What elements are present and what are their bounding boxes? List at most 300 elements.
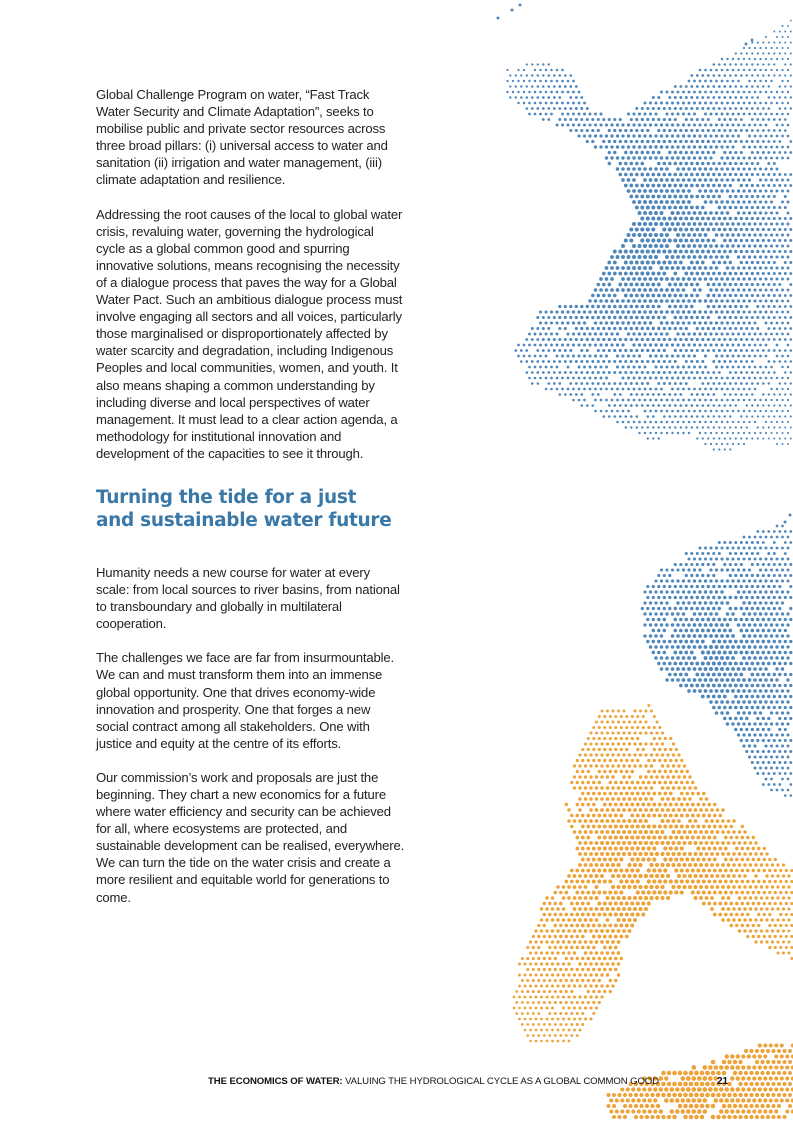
map-dot (675, 770, 678, 773)
map-dot (600, 852, 604, 856)
map-dot (704, 388, 707, 391)
map-dot (605, 354, 608, 357)
map-dot (592, 979, 595, 982)
map-dot (760, 1082, 764, 1086)
map-dot (787, 234, 790, 237)
map-dot (556, 388, 559, 391)
map-dot (779, 107, 782, 110)
map-dot (609, 781, 613, 785)
map-dot (652, 585, 655, 588)
map-dot (565, 803, 568, 806)
map-dot (654, 299, 658, 303)
map-dot (707, 902, 711, 906)
map-dot (740, 74, 743, 77)
map-dot (627, 885, 631, 889)
map-dot (584, 907, 588, 911)
map-dot (619, 338, 622, 341)
map-dot (606, 775, 609, 778)
map-dot (743, 907, 746, 910)
map-dot (644, 852, 648, 856)
map-dot (740, 618, 744, 622)
map-dot (766, 1071, 770, 1075)
map-dot (679, 85, 682, 88)
map-dot (781, 190, 784, 193)
map-dot (738, 907, 742, 911)
map-dot (693, 601, 696, 604)
map-dot (665, 134, 668, 137)
map-dot (696, 563, 699, 566)
map-dot (534, 113, 537, 116)
map-dot (517, 91, 519, 93)
map-dot (567, 951, 570, 954)
map-dot (662, 238, 666, 242)
map-dot (628, 786, 632, 790)
map-dot (710, 830, 714, 834)
map-dot (575, 371, 578, 374)
map-dot (542, 118, 545, 121)
map-dot (778, 184, 781, 187)
map-dot (787, 558, 790, 561)
map-dot (644, 808, 648, 812)
map-dot (638, 388, 641, 391)
map-dot (676, 266, 680, 270)
map-dot (740, 217, 743, 220)
map-dot (602, 140, 605, 143)
map-dot (702, 858, 706, 862)
map-dot (748, 266, 751, 269)
map-dot (608, 305, 612, 309)
map-dot (630, 382, 633, 385)
map-dot (748, 700, 752, 704)
map-dot (603, 968, 606, 971)
map-dot (545, 907, 548, 910)
map-dot (718, 206, 722, 210)
map-dot (682, 222, 686, 226)
map-dot (580, 96, 583, 99)
map-dot (663, 574, 666, 577)
map-dot (767, 360, 770, 363)
map-dot (693, 557, 696, 560)
map-dot (677, 808, 681, 812)
map-dot (699, 841, 703, 845)
map-dot (790, 426, 792, 428)
map-dot (764, 634, 767, 637)
map-dot (591, 327, 594, 330)
map-dot (762, 338, 765, 341)
map-dot (599, 277, 603, 281)
map-dot (619, 924, 623, 928)
map-dot (768, 74, 770, 76)
map-dot (676, 343, 679, 346)
map-dot (768, 63, 770, 65)
map-dot (728, 673, 732, 677)
map-dot (698, 211, 702, 215)
map-dot (754, 907, 757, 910)
map-dot (701, 662, 705, 666)
map-dot (779, 869, 782, 872)
map-dot (525, 107, 528, 110)
map-dot (770, 711, 773, 714)
map-dot (771, 1060, 775, 1064)
map-dot (652, 437, 654, 439)
map-dot (770, 266, 773, 269)
map-dot (614, 748, 617, 751)
map-dot (787, 146, 790, 149)
map-dot (695, 673, 699, 677)
map-dot (518, 1018, 521, 1021)
map-dot (649, 343, 652, 346)
map-dot (586, 814, 590, 818)
map-dot (770, 244, 773, 247)
map-dot (685, 857, 689, 861)
map-dot (608, 946, 612, 950)
map-dot (743, 333, 746, 336)
map-dot (592, 814, 596, 818)
map-dot (763, 902, 766, 905)
map-dot (674, 404, 677, 407)
map-dot (773, 173, 776, 176)
map-dot (696, 283, 700, 287)
map-dot (762, 283, 765, 286)
map-dot (558, 327, 561, 330)
map-dot (630, 825, 634, 829)
map-dot (540, 929, 543, 932)
map-dot (619, 360, 622, 363)
map-dot (770, 222, 773, 225)
map-dot (729, 858, 733, 862)
map-dot (676, 579, 679, 582)
map-dot (647, 770, 650, 773)
map-dot (674, 85, 677, 88)
map-dot (584, 984, 587, 987)
map-dot (635, 162, 639, 166)
map-dot (622, 797, 626, 801)
map-dot (728, 684, 732, 688)
map-dot (775, 656, 778, 659)
map-dot (684, 651, 688, 655)
map-dot (685, 360, 688, 363)
map-dot (760, 1071, 764, 1075)
map-dot (787, 885, 790, 888)
map-dot (682, 377, 685, 380)
map-dot (665, 354, 668, 357)
map-dot (693, 421, 695, 423)
map-dot (695, 217, 699, 221)
map-dot (765, 410, 767, 412)
map-dot (701, 272, 705, 276)
map-dot (526, 85, 528, 87)
map-dot (637, 255, 641, 259)
map-dot (665, 156, 668, 159)
map-dot (701, 118, 704, 121)
map-dot (573, 819, 577, 823)
map-dot (642, 715, 645, 718)
map-dot (759, 755, 762, 758)
map-dot (749, 841, 752, 844)
map-dot (608, 140, 611, 143)
map-dot (606, 940, 610, 944)
map-dot (566, 310, 569, 313)
map-dot (546, 1018, 549, 1021)
map-dot (765, 157, 768, 160)
map-dot (747, 1087, 751, 1091)
map-dot (554, 1001, 557, 1004)
map-dot (748, 421, 750, 423)
map-dot (641, 912, 645, 916)
map-dot (773, 437, 775, 439)
map-dot (695, 239, 699, 243)
map-dot (646, 238, 650, 242)
map-dot (751, 228, 754, 231)
map-dot (534, 333, 537, 336)
map-dot (787, 907, 790, 910)
map-dot (709, 321, 712, 324)
map-dot (770, 579, 773, 582)
map-dot (637, 244, 641, 248)
map-dot (633, 764, 636, 767)
map-dot (645, 710, 648, 713)
map-dot (749, 1082, 753, 1086)
map-dot (588, 123, 591, 126)
map-dot (713, 858, 717, 862)
map-dot (721, 377, 724, 380)
map-dot (606, 973, 609, 976)
map-dot (609, 715, 612, 718)
map-dot (765, 355, 768, 358)
map-dot (746, 85, 749, 88)
map-dot (781, 590, 784, 593)
map-dot (786, 722, 789, 725)
map-dot (767, 305, 770, 308)
map-dot (526, 946, 529, 949)
map-dot (773, 618, 776, 621)
map-dot (782, 918, 785, 921)
map-dot (718, 195, 721, 198)
map-dot (581, 924, 585, 928)
map-dot (663, 338, 666, 341)
map-dot (663, 846, 667, 850)
map-dot (548, 1001, 551, 1004)
map-dot (606, 808, 610, 812)
map-dot (716, 808, 720, 812)
map-dot (789, 706, 792, 709)
map-dot (762, 717, 765, 720)
map-dot (654, 332, 657, 335)
map-dot (720, 667, 724, 671)
map-dot (734, 728, 737, 731)
map-dot (735, 902, 739, 906)
map-dot (742, 200, 745, 203)
map-dot (723, 651, 727, 655)
map-dot (770, 58, 772, 60)
map-dot (734, 228, 737, 231)
map-dot (753, 277, 756, 280)
map-dot (781, 399, 783, 401)
map-dot (690, 371, 693, 374)
map-dot (676, 189, 680, 193)
map-dot (676, 310, 679, 313)
map-dot (575, 96, 578, 99)
map-dot (665, 623, 668, 626)
map-dot (769, 1087, 773, 1091)
map-dot (704, 432, 706, 434)
map-dot (774, 1087, 778, 1091)
map-dot (732, 58, 734, 60)
map-dot (658, 792, 662, 796)
map-dot (569, 382, 572, 385)
map-dot (770, 333, 773, 336)
map-dot (664, 1098, 668, 1102)
map-dot (616, 388, 619, 391)
map-dot (762, 272, 765, 275)
map-dot (762, 316, 765, 319)
map-dot (706, 673, 710, 677)
map-dot (662, 227, 666, 231)
map-dot (564, 305, 567, 308)
map-dot (682, 299, 686, 303)
map-dot (787, 767, 790, 770)
map-dot (649, 885, 653, 889)
map-dot (506, 69, 508, 71)
map-dot (638, 299, 642, 303)
map-dot (776, 58, 778, 60)
map-dot (528, 91, 531, 94)
map-dot (675, 759, 678, 762)
map-dot (729, 574, 732, 577)
map-dot (751, 728, 754, 731)
map-dot (743, 399, 746, 402)
orange-dotted-continents (513, 704, 793, 1119)
map-dot (683, 1093, 688, 1098)
map-dot (716, 819, 720, 823)
map-dot (715, 678, 719, 682)
map-dot (699, 410, 702, 413)
map-dot (679, 305, 683, 309)
map-dot (697, 1087, 702, 1092)
map-dot (676, 321, 679, 324)
map-dot (741, 1076, 745, 1080)
map-dot (721, 841, 725, 845)
map-dot (535, 996, 538, 999)
map-dot (759, 601, 762, 604)
map-dot (676, 134, 679, 137)
map-dot (625, 924, 629, 928)
map-dot (687, 167, 690, 170)
map-dot (529, 1007, 532, 1010)
map-dot (649, 634, 652, 637)
map-dot (671, 310, 674, 313)
map-dot (655, 775, 659, 779)
map-dot (680, 846, 684, 850)
map-dot (778, 640, 781, 643)
map-dot (589, 819, 593, 823)
map-dot (696, 140, 699, 143)
map-dot (635, 129, 638, 132)
map-dot (775, 700, 778, 703)
map-dot (586, 338, 589, 341)
map-dot (529, 974, 532, 977)
map-dot (748, 557, 751, 560)
map-dot (666, 896, 670, 900)
map-dot (663, 618, 666, 621)
map-dot (674, 596, 677, 599)
map-dot (652, 857, 656, 861)
map-dot (781, 322, 784, 325)
map-dot (658, 825, 662, 829)
map-dot (789, 673, 792, 676)
map-dot (776, 388, 778, 390)
map-dot (671, 656, 675, 660)
map-dot (629, 195, 633, 199)
map-dot (558, 371, 561, 374)
map-dot (543, 957, 546, 960)
map-dot (707, 814, 711, 818)
map-dot (775, 744, 778, 747)
map-dot (727, 874, 731, 878)
map-dot (695, 662, 699, 666)
map-dot (701, 673, 705, 677)
map-dot (603, 858, 607, 862)
map-dot (643, 612, 646, 615)
map-dot (652, 349, 655, 352)
map-dot (545, 102, 548, 105)
map-dot (693, 321, 696, 324)
map-dot (668, 261, 672, 265)
map-dot (751, 316, 754, 319)
map-dot (741, 1065, 745, 1069)
map-dot (691, 426, 693, 428)
map-dot (778, 651, 781, 654)
map-dot (641, 140, 644, 143)
map-dot (632, 299, 636, 303)
map-dot (705, 852, 709, 856)
map-dot (740, 717, 743, 720)
map-dot (699, 102, 702, 105)
map-dot (726, 80, 729, 83)
map-dot (748, 58, 750, 60)
map-dot (712, 239, 716, 243)
map-dot (716, 1071, 721, 1076)
map-dot (696, 574, 699, 577)
map-dot (644, 102, 647, 105)
map-dot (657, 261, 661, 265)
map-dot (712, 173, 715, 176)
map-dot (646, 607, 649, 610)
map-dot (709, 645, 713, 649)
map-dot (764, 568, 767, 571)
map-dot (597, 360, 600, 363)
map-dot (591, 294, 594, 297)
map-dot (778, 338, 781, 341)
map-dot (734, 151, 737, 154)
map-dot (605, 410, 608, 413)
map-dot (704, 244, 708, 248)
map-dot (724, 74, 727, 77)
map-dot (737, 333, 740, 336)
map-dot (786, 733, 789, 736)
map-dot (652, 393, 655, 396)
map-dot (685, 585, 688, 588)
map-dot (642, 726, 645, 729)
map-dot (589, 786, 592, 789)
map-dot (754, 885, 757, 888)
map-dot (776, 47, 778, 49)
map-dot (532, 1023, 535, 1026)
map-dot (627, 167, 631, 171)
map-dot (677, 863, 681, 867)
map-dot (627, 134, 630, 137)
map-dot (745, 651, 749, 655)
